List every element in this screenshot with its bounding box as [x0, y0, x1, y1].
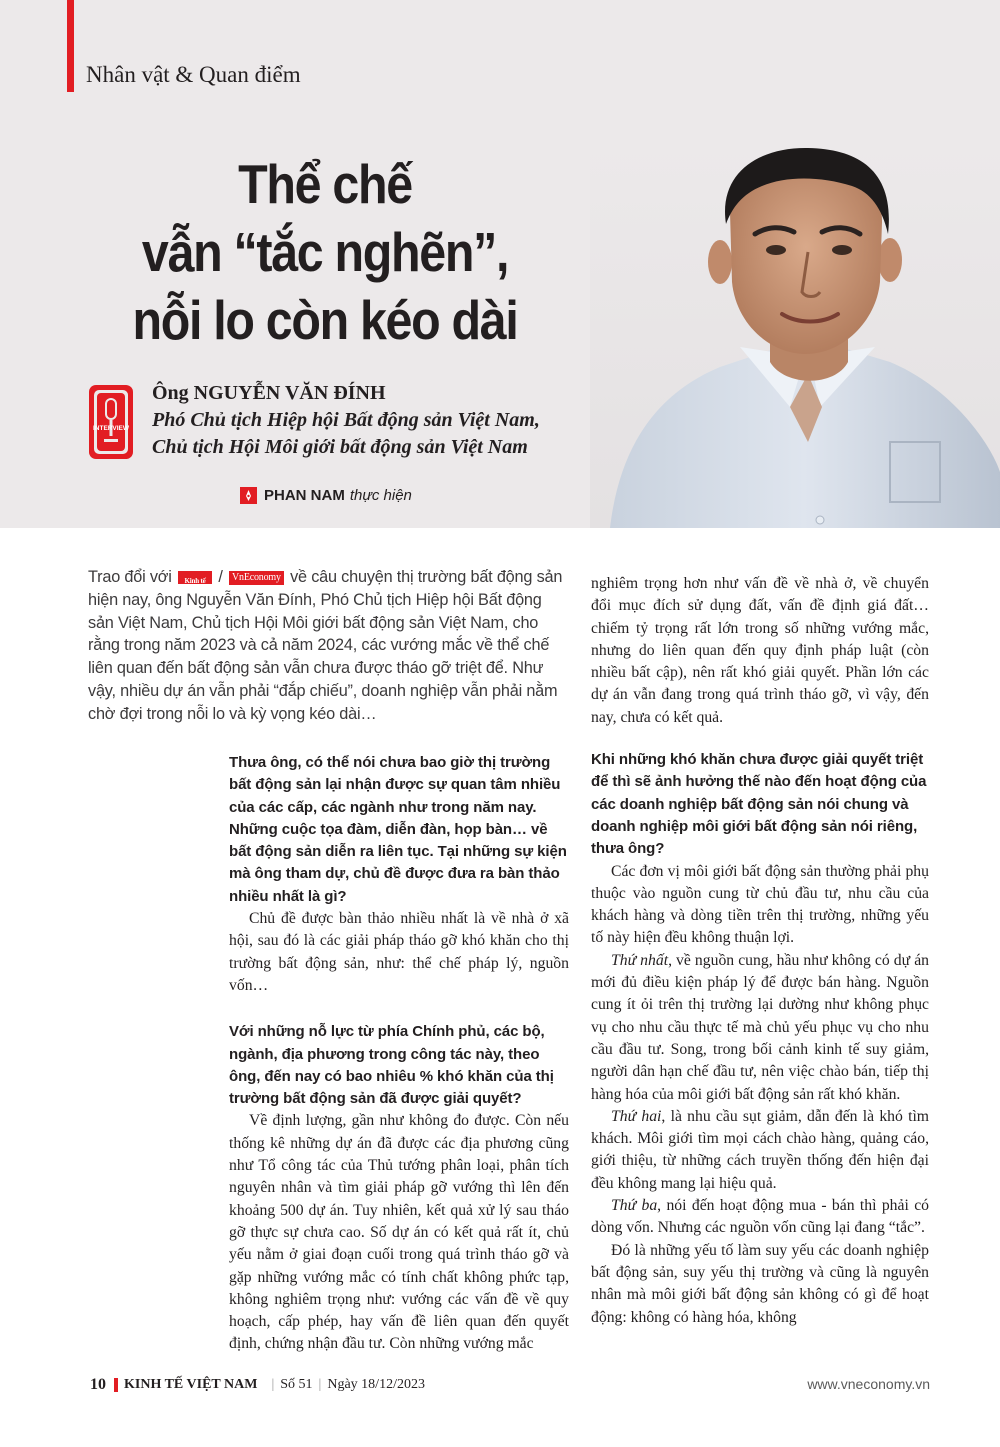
magazine-name: KINH TẾ VIỆT NAM — [124, 1377, 258, 1392]
answer-2-continued: nghiêm trọng hơn như vấn đề về nhà ở, về chuyển đổi mục đích sử dụng đất, vấn đề định giá đất… chiếm tỷ trọng rất lớn trong số những vướng mắc, nhưng do liên quan đến quy định pháp luật (còn nhiều bất cập), nên rất khó giải quyết. Phần lớn các dự án vẫn đang trong quá trình tháo gỡ, vì vậy, đến nay, chưa có kết quả. — [591, 575, 929, 726]
answer-3-para-5: Đó là những yếu tố làm suy yếu các doanh nghiệp bất động sản, suy yếu thị trường và cũng là nguyên nhân mà môi giới bất động sản không có gì để hoạt động: không có hàng hóa, không — [591, 1241, 929, 1326]
emphasis: Thứ hai — [611, 1107, 662, 1125]
section-label: Nhân vật & Quan điểm — [86, 62, 301, 87]
kinh-te-logo — [178, 571, 212, 584]
headline-line: vẫn “tắc nghẽn”, — [141, 221, 509, 283]
interview-microphone-icon — [88, 384, 134, 460]
issue-number: Số 51 — [280, 1377, 313, 1392]
byline-role: thực hiện — [349, 487, 412, 504]
question-2: Với những nỗ lực từ phía Chính phủ, các bộ, ngành, địa phương trong công tác này, theo ông, đến nay có bao nhiêu % khó khăn của thị trường bất động sản đã được giải quyết? — [229, 1023, 554, 1108]
interviewee-role: Phó Chủ tịch Hiệp hội Bất động sản Việt Nam, — [152, 409, 540, 431]
right-column — [591, 573, 929, 1329]
interviewee-name: Ông NGUYỄN VĂN ĐÍNH — [152, 382, 386, 404]
header-band — [0, 0, 1000, 528]
answer-1: Chủ đề được bàn thảo nhiều nhất là về nhà ở xã hội, sau đó là các giải pháp tháo gỡ khó khăn cho thị trường bất động sản, như: thể chế pháp lý, nguồn vốn… — [229, 910, 569, 994]
answer-3-para-2: Thứ nhất, về nguồn cung, hầu như không có dự án mới đủ điều kiện pháp lý để được bán hàng. Nguồn cung ít ỏi trên thị trường lại dường như không phục vụ cho nhu cầu thực tế mà chủ yếu phục vụ cho nhu cầu đầu tư. Song, trong bối cảnh kinh tế suy giảm, người dân hạn chế đầu tư, nên việc chào bán, tiếp thị hàng hóa của môi giới bất động sản rất khó khăn. — [591, 951, 929, 1103]
footer-url: www.vneconomy.vn — [807, 1376, 930, 1392]
byline-name: PHAN NAM — [264, 487, 345, 504]
page-footer: 10 KINH TẾ VIỆT NAM | Số 51 | Ngày 18/12/2023 — [90, 1376, 425, 1393]
emphasis: Thứ nhất — [611, 951, 669, 969]
intro-lead: Trao đổi với — [88, 568, 172, 586]
portrait-photo — [590, 142, 1000, 528]
answer-3-para-3: Thứ hai, là nhu cầu sụt giảm, dẫn đến là khó tìm khách. Môi giới tìm mọi cách chào hàng, quảng cáo, giới thiệu, từ những cách truyền thống đến hiện đại đều không mang lại hiệu quả. — [591, 1107, 930, 1192]
headline-line: Thể chế — [238, 153, 412, 215]
answer-3-para-4: Thứ ba, nói đến hoạt động mua - bán thì phải có dòng vốn. Nhưng các nguồn vốn cũng lại đang “tắc”. — [591, 1197, 929, 1237]
svg-text:INTERVIEW: INTERVIEW — [93, 425, 129, 432]
logo-separator: / — [218, 568, 223, 586]
intro-paragraph — [88, 566, 570, 726]
intro-text: về câu chuyện thị trường bất động sản hiện nay, ông Nguyễn Văn Đính, Phó Chủ tịch Hiệp hội Bất động sản Việt Nam, Chủ tịch Hội Môi giới bất động sản Việt Nam, cho rằng trong năm 2023 và cả năm 2024, các vướng mắc về thể chế liên quan đến bất động sản vẫn chưa được tháo gỡ triệt để. Như vậy, nhiều dự án vẫn phải “đắp chiếu”, doanh nghiệp vẫn phải nằm chờ đợi trong nỗi lo và kỳ vọng kéo dài… — [88, 568, 563, 723]
left-column — [229, 752, 569, 1356]
answer-3-para-1: Các đơn vị môi giới bất động sản thường phải phụ thuộc vào nguồn cung từ chủ đầu tư, nhu cầu của khách hàng và dòng tiền trên thị trường, những yếu tố này hiện đều không thuận lợi. — [591, 862, 929, 947]
byline — [240, 487, 412, 504]
question-3: Khi những khó khăn chưa được giải quyết triệt để thì sẽ ảnh hưởng thế nào đến hoạt động của các doanh nghiệp bất động sản nói chung và doanh nghiệp môi giới bất động sản nói riêng, thưa ông? — [591, 751, 927, 858]
pen-icon — [240, 487, 257, 504]
svg-text:Kinh tế: Kinh tế — [184, 577, 206, 586]
answer-2: Về định lượng, gần như không đo được. Còn nếu thống kê những dự án đã được các địa phương cũng như Tổ công tác của Thủ tướng phân loại, phân tích nguyên nhân và tìm giải pháp gỡ vướng thì lên đến khoảng 500 dự án. Tuy nhiên, kết quả xử lý sau tháo gỡ thực sự chưa cao. Số dự án có kết quả rất ít, chủ yếu nằm ở giai đoạn cuối trong quá trình tháo gỡ và gặp những vướng mắc có tính chất không phức tạp, không nghiêm trọng như: vướng các vấn đề về quy hoạch, cấp phép, hay vấn đề liên quan đến quyết định, chứng nhận đầu tư. Còn những vướng mắc — [229, 1112, 569, 1353]
vneconomy-logo: VnEconomy — [229, 571, 284, 585]
interviewee-block — [152, 380, 540, 461]
interviewee-role: Chủ tịch Hội Môi giới bất động sản Việt Nam — [152, 436, 528, 458]
footer-accent-bar — [114, 1378, 118, 1392]
headline — [118, 150, 532, 354]
question-1: Thưa ông, có thể nói chưa bao giờ thị trường bất động sản lại nhận được sự quan tâm nhiều của các cấp, các ngành như trong năm nay. Những cuộc tọa đàm, diễn đàn, họp bàn… về bất động sản diễn ra liên tục. Tại những sự kiện mà ông tham dự, chủ đề được đưa ra bàn thảo nhiều nhất là gì? — [229, 754, 567, 905]
emphasis: Thứ ba — [611, 1197, 658, 1215]
section-accent-bar — [67, 0, 74, 92]
headline-line: nỗi lo còn kéo dài — [132, 289, 518, 351]
issue-date: Ngày 18/12/2023 — [327, 1377, 425, 1392]
page-number: 10 — [90, 1376, 106, 1393]
